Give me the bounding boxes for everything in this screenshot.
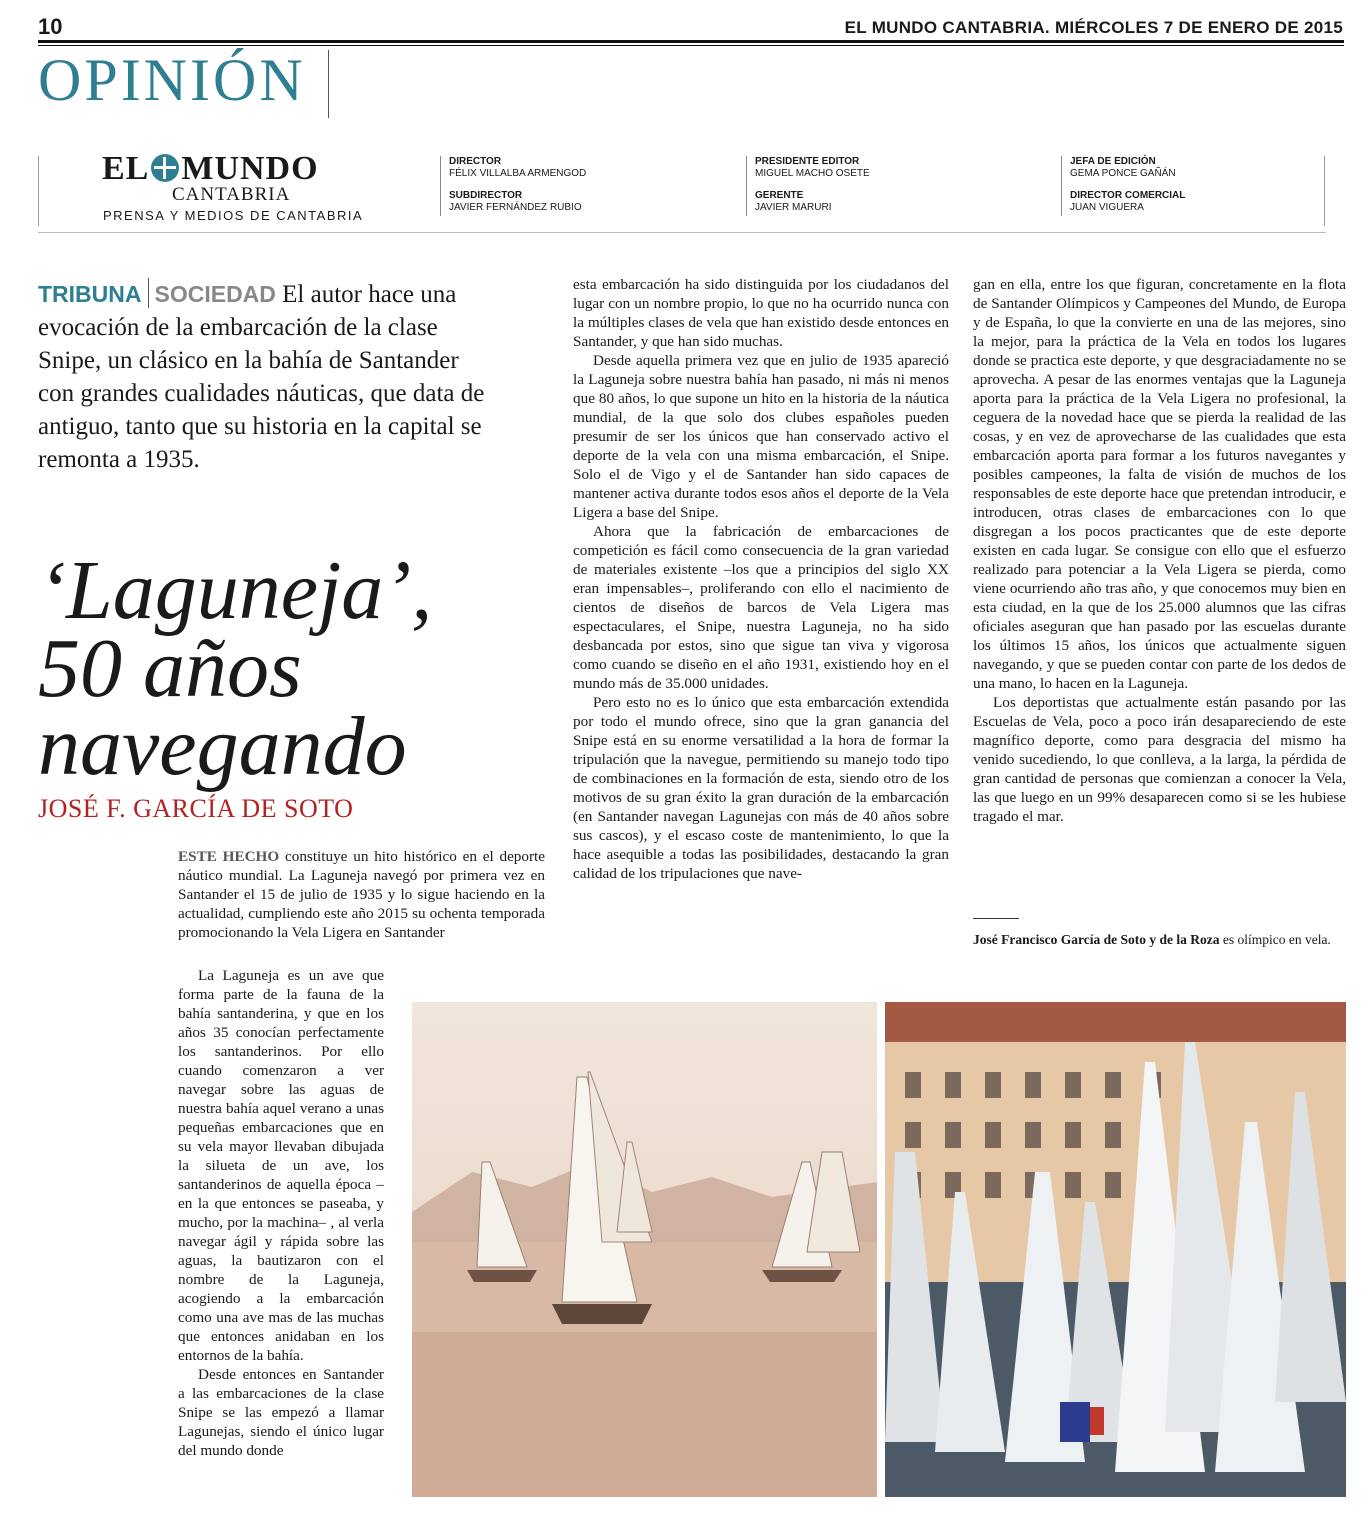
staff-name: JAVIER FERNÁNDEZ RUBIO [449, 202, 582, 213]
staff-column-3 [1061, 156, 1185, 216]
page-number: 10 [38, 14, 63, 39]
paragraph [178, 847, 545, 942]
logo-text-left: EL [102, 150, 150, 187]
newspaper-logo [102, 150, 319, 188]
masthead-bottom-rule [38, 232, 1326, 233]
article-headline [38, 544, 558, 793]
paragraph: Pero esto no es lo único que esta embarcación extendida por todo el mundo ofrece, sino que la gran ganancia del Snipe está en su enorme versatilidad a la hora de formar la tripulación que la navegue, permitiendo su manejo todo tipo de combinaciones en la formación de esta, siendo otro de los motivos de su gran éxito la gran duración de la embarcación (en Santander navegan Lagunejas con más de 40 años sobre sus cascos), y el escaso coste de mantenimiento, lo que la hace asequible a todas las posibilidades, destacando la gran calidad de los tripulaciones que nave- [573, 694, 949, 882]
paragraph-text: constituye un hito histórico en el deporte náutico mundial. La Laguneja navegó por primera vez en Santander el 15 de julio de 1935 y lo sigue haciendo en la actualidad, cumpliendo este año 2015 su ochenta temporada promocionando la Vela Ligera en Santander [178, 848, 546, 941]
author-signature [973, 930, 1346, 949]
section-divider [328, 50, 329, 118]
paragraph: La Laguneja es un ave que forma parte de la fauna de la bahía santanderina, y que en los años 35 conocían perfectamente los santanderinos. Por ello cuando comenzaron a ver navegar sobre las aguas de nuestra bahía aquel verano a unas pequeñas embarcaciones que en su vela mayor llevaban dibujada la silueta de un ave, los santanderinos de aquella época –en la que entonces se paseaba, y mucho, por la machina– , al verla navegar ágil y rápida sobre las aguas, la bautizaron con el nombre de la Laguneja, acogiendo a la embarcación como una ave mas de las muchas que entonces anidaban en los entornos de la bahía. [178, 967, 384, 1364]
photo-regatta-fleet [885, 1002, 1346, 1497]
staff-name: GEMA PONCE GAÑÁN [1070, 168, 1176, 179]
article-column-1-bottom [178, 966, 384, 1460]
headline-line-3: navegando [38, 700, 407, 793]
staff-role: SUBDIRECTOR [449, 190, 523, 201]
signature-text: es olímpico en vela. [1222, 932, 1331, 947]
logo-subtitle: CANTABRIA [172, 184, 291, 205]
paragraph: Desde entonces en Santander a las embarcaciones de la clase Snipe se las empezó a llamar Lagunejas, siendo el único lugar del mundo donde [178, 1366, 384, 1459]
staff-role: DIRECTOR COMERCIAL [1070, 190, 1186, 201]
logo-tagline: PRENSA Y MEDIOS DE CANTABRIA [103, 208, 364, 223]
article-column-1-top [178, 847, 545, 942]
staff-role: DIRECTOR [449, 156, 502, 167]
headline-line-2: 50 años [38, 622, 302, 715]
kicker-divider [148, 278, 149, 308]
kicker-tribuna: TRIBUNA [38, 281, 142, 307]
staff-role: JEFA DE EDICIÓN [1070, 156, 1156, 167]
headline-line-1: ‘Laguneja’, [38, 544, 433, 637]
staff-column-1 [440, 156, 586, 216]
paragraph: Ahora que la fabricación de embarcaciones de competición es fácil como consecuencia de la gran variedad de materiales existente –los que a principios del siglo XX eran impensables–, proliferando con ello el nacimiento de cientos de diseños de barcos de Vela Ligera mas espectaculares, el Snipe, nuestra Laguneja, no ha sido desbancada por estos, sino que sigue tan viva y vigorosa como cuando se diseño en el año 1931, existiendo hoy en el mundo más de 35.000 unidades. [573, 523, 949, 692]
article-byline: JOSÉ F. GARCÍA DE SOTO [38, 794, 354, 823]
staff-name: JAVIER MARURI [755, 202, 832, 213]
masthead-left-rule [38, 156, 39, 226]
article-standfirst [38, 278, 488, 476]
staff-role: PRESIDENTE EDITOR [755, 156, 860, 167]
signature-rule [973, 918, 1019, 919]
section-title: OPINIÓN [38, 47, 306, 113]
vintage-sailboats-illustration [412, 1002, 877, 1497]
standfirst-text: El autor hace una evocación de la embarcación de la clase Snipe, un clásico en la bahía de Santander con grandes cualidades náuticas, que data de antiguo, tanto que su historia en la capital se remonta a 1935. [38, 281, 485, 473]
kicker-sociedad: SOCIEDAD [154, 281, 276, 307]
lead-in: ESTE HECHO [178, 848, 280, 865]
top-rule-thin [38, 45, 1344, 46]
logo-text-right: MUNDO [181, 150, 319, 187]
article-column-3 [973, 275, 1346, 826]
photo-vintage-sailboats [412, 1002, 877, 1497]
staff-name: FÉLIX VILLALBA ARMENGOD [449, 168, 587, 179]
paragraph: Desde aquella primera vez que en julio de 1935 apareció la Laguneja sobre nuestra bahía han pasado, ni más ni menos que 80 años, lo que supone un hito en la historia de la náutica mundial, de la que solo dos clubes españoles pueden presumir de ser los únicos que han conservado activo el deporte de la vela con una misma embarcación, el Snipe. Solo el de Vigo y el de Santander han sido capaces de mantener activa durante todos esos años el deporte de la Vela Ligera a base del Snipe. [573, 352, 949, 521]
signature-name: José Francisco García de Soto y de la Roza [973, 932, 1220, 947]
paragraph: esta embarcación ha sido distinguida por los ciudadanos del lugar con un nombre propio, lo que no ha ocurrido nunca con la múltiples clases de vela que han existido desde entonces en Santander, y que han sido muchas. [573, 276, 949, 350]
dateline: EL MUNDO CANTABRIA. MIÉRCOLES 7 DE ENERO DE 2015 [844, 18, 1343, 37]
staff-column-2 [746, 156, 870, 216]
paragraph: Los deportistas que actualmente están pasando por las Escuelas de Vela, poco a poco irán desapareciendo de este magnífico deporte, como para desgracia del mismo ha venido sucediendo, lo que conlleva, a la larga, la pérdida de gran cantidad de personas que comienzan a conocer la Vela, las que luego en un 99% desaparecen como si se les hubiese tragado el mar. [973, 694, 1346, 825]
masthead-right-rule [1324, 156, 1325, 226]
regatta-fleet-illustration [885, 1002, 1346, 1497]
top-rule [38, 40, 1344, 43]
globe-icon [151, 154, 179, 182]
staff-role: GERENTE [755, 190, 804, 201]
staff-name: MIGUEL MACHO OSETE [755, 168, 870, 179]
paragraph: gan en ella, entre los que figuran, concretamente en la flota de Santander Olímpicos y Campeones del Mundo, de Europa y de España, lo que la convierte en una de las mejores, sino la mejor, para la práctica de la Vela en todos los lugares donde se practica este deporte, y que desgraciadamente no se aprovecha. A pesar de las enormes ventajas que la Laguneja aporta para la práctica de la Vela Ligera no profesional, la ceguera de la novedad hace que se pierda la realidad de las cosas, y en vez de aprovecharse de las cualidades que esta embarcación aporta para formar a los futuros navegantes y posibles campeones, la falta de visión de muchos de los responsables de este deporte hace que pretendan introducir, e introducen, otras clases de embarcaciones con lo que disgregan a los pocos practicantes que de este deporte existen en cada lugar. Se consigue con ello que el esfuerzo realizado para potenciar a la Vela Ligera se pierda, como viene ocurriendo año tras año, y que conocemos muy bien en esta ciudad, en la que de los 25.000 alumnos que las cifras oficiales aseguran que han pasado por las escuelas durante los últimos 15 años, los únicos que actualmente siguen navegando, y que se pueden contar con parte de los dedos de una mano, lo hacen en la Laguneja. [973, 276, 1346, 692]
article-column-2 [573, 275, 949, 883]
staff-name: JUAN VIGUERA [1070, 202, 1144, 213]
